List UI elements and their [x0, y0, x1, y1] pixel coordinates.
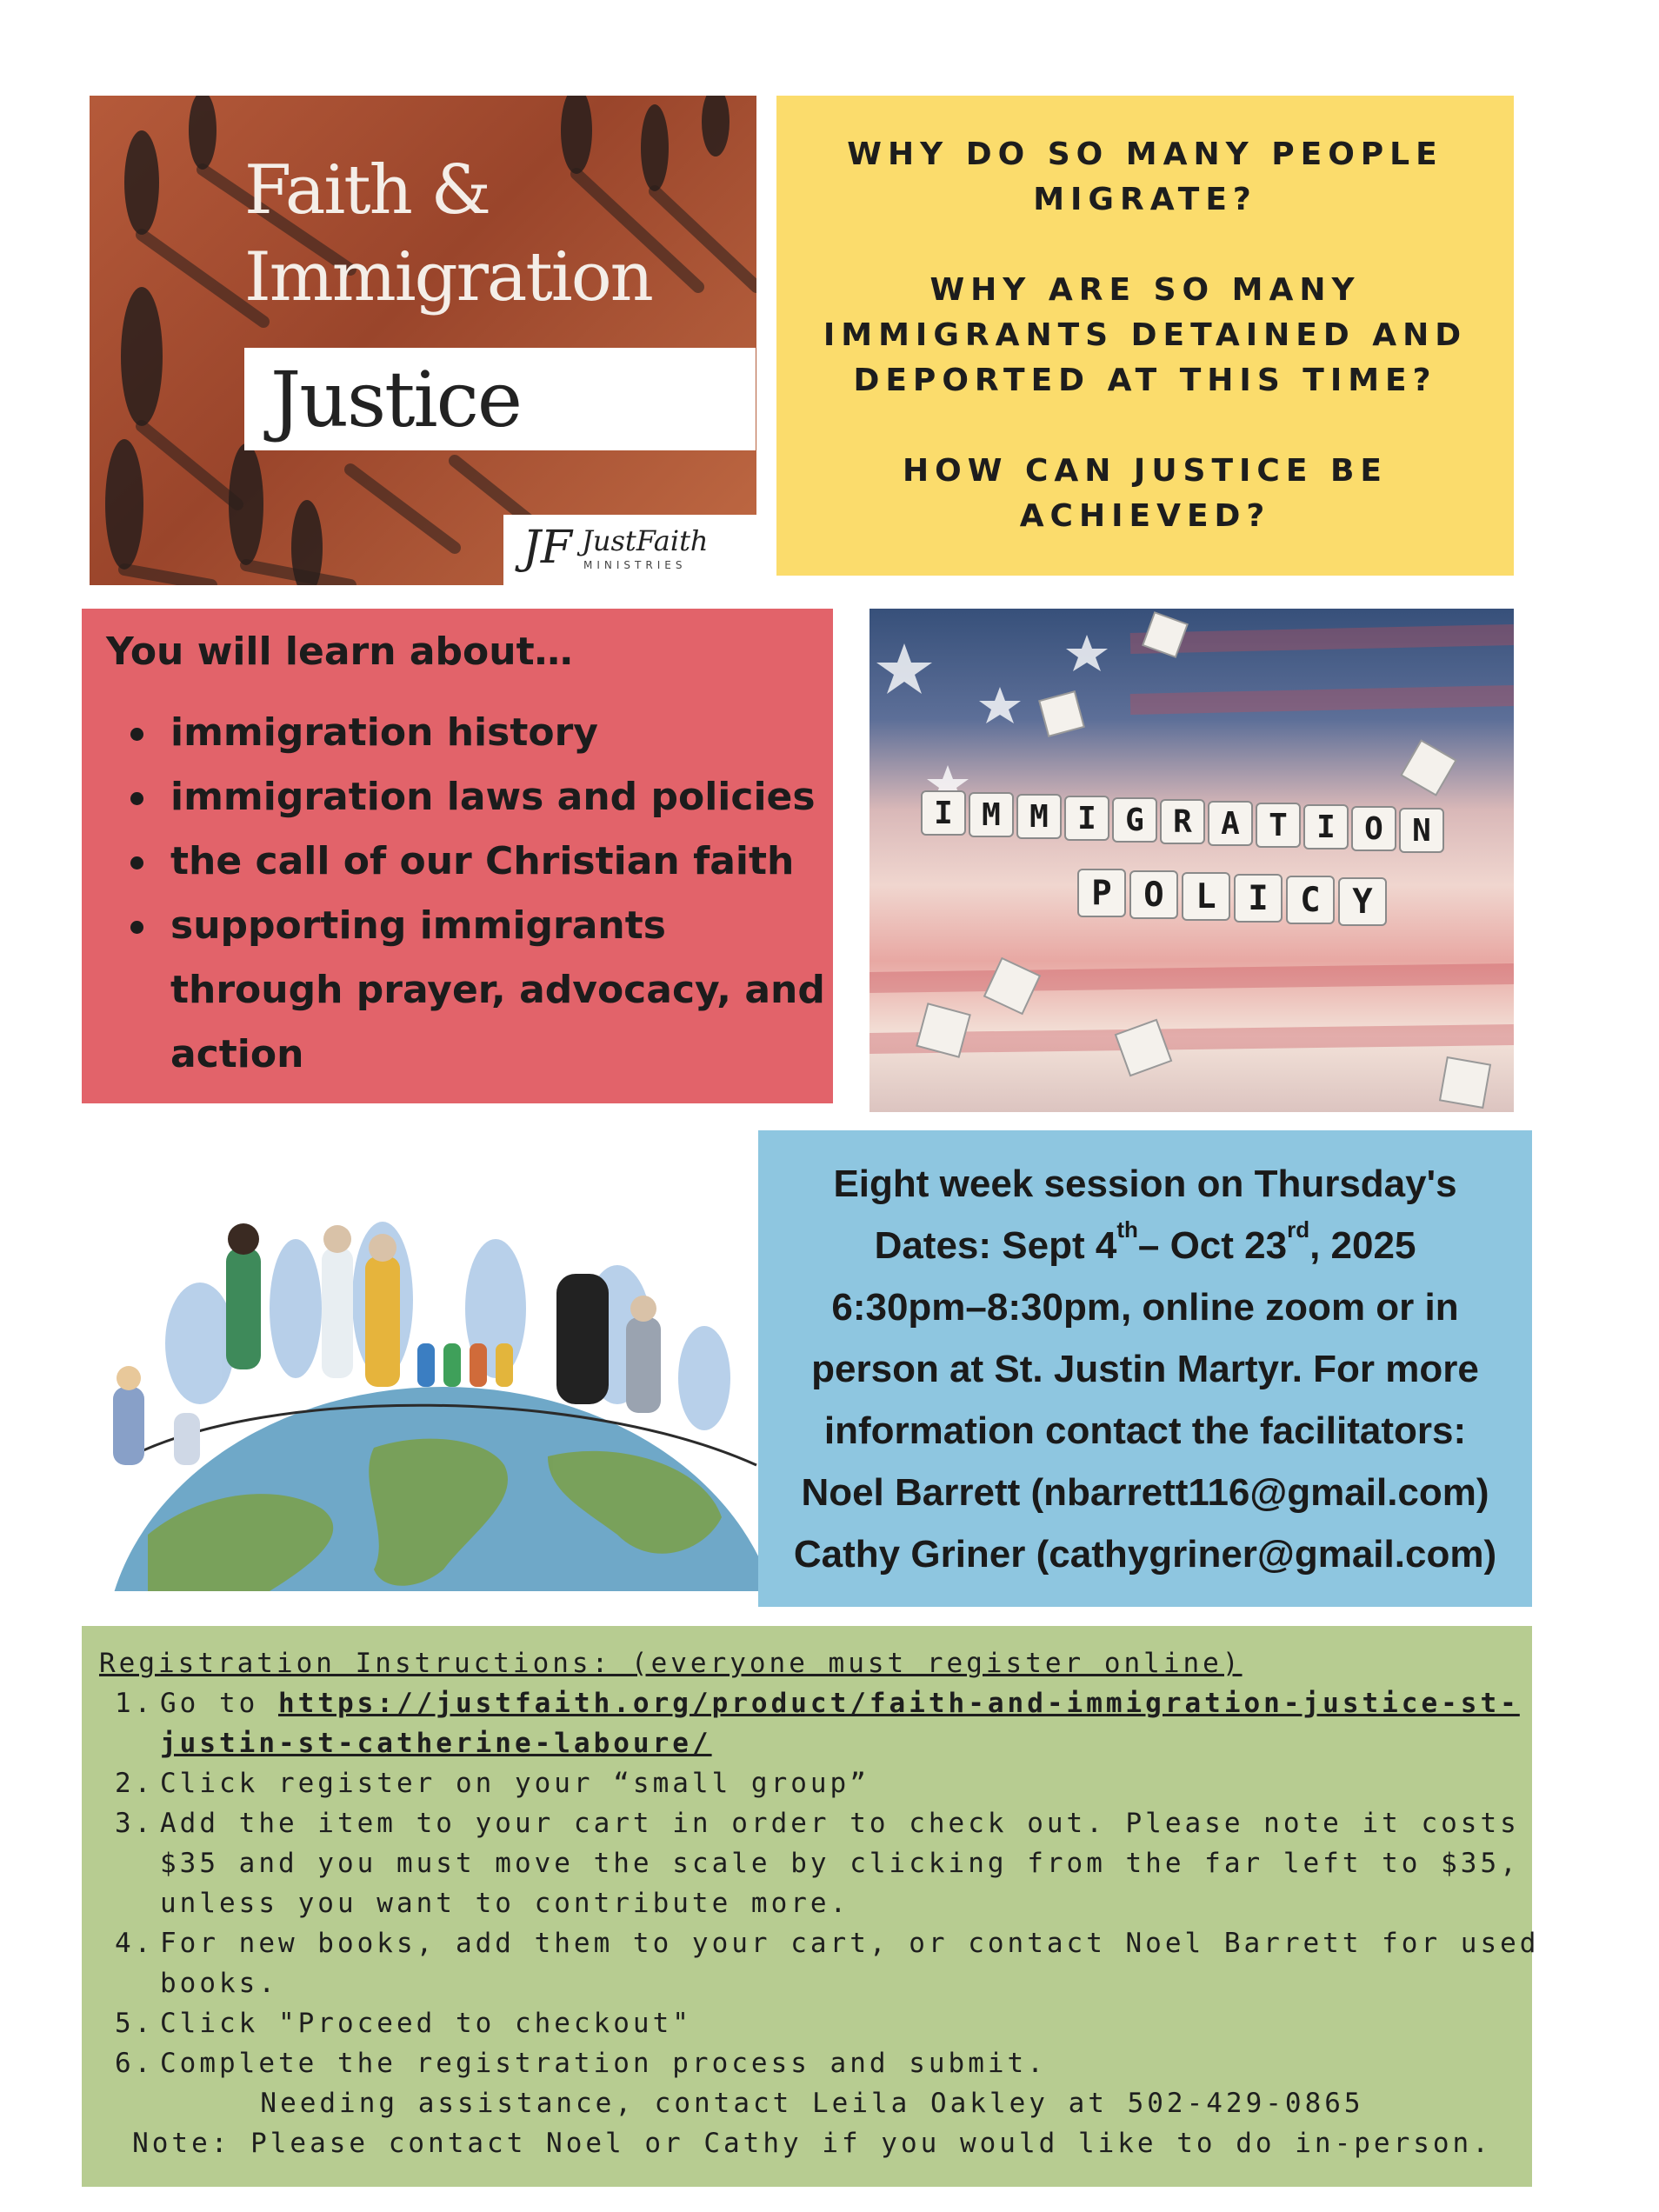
registration-heading: Registration Instructions: (everyone must register online) — [99, 1648, 1243, 1679]
globe-people-illustration — [96, 1204, 758, 1591]
tiles-policy — [1078, 869, 1386, 925]
svg-text:G: G — [1125, 803, 1144, 838]
letter-tile — [922, 791, 965, 835]
letter-tile — [1183, 873, 1229, 920]
question-justice: HOW CAN JUSTICE BE ACHIEVED? — [903, 453, 1388, 534]
session-dates: Dates: Sept 4th– Oct 23rd, 2025 — [874, 1216, 1416, 1267]
svg-text:Y: Y — [1352, 882, 1373, 922]
svg-text:L: L — [1196, 876, 1216, 916]
in-person-note: Note: Please contact Noel or Cathy if you would like to do in-person. — [132, 2128, 1492, 2159]
cover-title-line2: Immigration — [244, 238, 652, 316]
facilitator-cathy: Cathy Griner (cathygriner@gmail.com) — [793, 1532, 1497, 1576]
svg-text:I: I — [1077, 801, 1096, 836]
letter-tile — [1352, 807, 1396, 850]
learn-about-box — [82, 609, 833, 1103]
letter-tile — [1304, 805, 1348, 849]
letter-tile — [1065, 796, 1109, 840]
learn-item — [106, 701, 849, 765]
learn-item-text: immigration laws and policies — [170, 775, 816, 819]
registration-step: 1. Go to https://justfaith.org/product/faith-and-immigration-justice-st-justin-st-catherine-laboure/ — [115, 1688, 1520, 1759]
letter-tile — [1209, 802, 1252, 845]
facilitator-noel: Noel Barrett (nbarrett116@gmail.com) — [801, 1470, 1489, 1514]
letter-tile — [1113, 798, 1156, 842]
book-cover-image — [90, 96, 756, 585]
registration-step: 6. Complete the registration process and submit. — [115, 2048, 1047, 2079]
cover-justice-banner — [244, 348, 756, 450]
svg-text:O: O — [1364, 811, 1383, 847]
svg-text:M: M — [982, 797, 1001, 833]
letter-tile — [1339, 878, 1386, 925]
letter-tile — [1287, 876, 1334, 923]
globe-graphic — [96, 1204, 758, 1591]
svg-text:I: I — [934, 796, 953, 831]
svg-text:O: O — [1143, 875, 1164, 915]
tiles-immigration — [922, 791, 1443, 852]
svg-text:C: C — [1300, 880, 1321, 920]
svg-text:I: I — [1248, 878, 1269, 918]
cover-title-line3: Justice — [270, 355, 521, 444]
learn-item-text: immigration history — [170, 710, 598, 755]
learn-title: You will learn about… — [106, 630, 573, 674]
justfaith-logo-sub: MINISTRIES — [583, 559, 687, 571]
session-contact-intro: information contact the facilitators: — [823, 1409, 1467, 1452]
registration-step: 4. For new books, add them to your cart, or contact Noel Barrett for used books. — [115, 1928, 1540, 1999]
letter-tile — [969, 793, 1013, 836]
bullet-icon — [130, 792, 143, 805]
question-detained: WHY ARE SO MANY IMMIGRANTS DETAINED AND DEPORTED AT THIS TIME? — [823, 272, 1468, 398]
registration-link[interactable]: https://justfaith.org/product/faith-and-immigration-justice-st-justin-st-catherine-laboure/ — [160, 1688, 1520, 1759]
session-location: person at St. Justin Martyr. For more — [811, 1347, 1479, 1390]
letter-tile — [1161, 800, 1204, 843]
svg-text:I: I — [1316, 810, 1336, 845]
learn-list — [106, 701, 833, 1087]
questions-box — [776, 96, 1514, 576]
svg-text:A: A — [1221, 806, 1240, 842]
registration-box — [82, 1626, 1540, 2187]
justfaith-logo-name: JustFaith — [582, 524, 709, 557]
svg-text:N: N — [1412, 813, 1431, 849]
learn-item — [106, 830, 849, 894]
justfaith-logo-mark: JF — [523, 522, 572, 574]
letter-tile — [1078, 869, 1125, 916]
session-info-box — [758, 1130, 1532, 1607]
bullet-icon — [130, 921, 143, 934]
learn-item — [106, 765, 849, 830]
session-frequency: Eight week session on Thursday's — [833, 1162, 1457, 1205]
letter-tile — [1130, 871, 1177, 918]
assistance-contact: Needing assistance, contact Leila Oakley at 502-429-0865 — [260, 2088, 1364, 2119]
registration-step: 5. Click "Proceed to checkout" — [115, 2008, 692, 2039]
bullet-icon — [130, 856, 143, 869]
letter-tile — [1256, 803, 1300, 847]
session-time: 6:30pm–8:30pm, online zoom or in — [831, 1285, 1459, 1329]
photo-graphic — [869, 609, 1514, 1112]
question-migrate: WHY DO SO MANY PEOPLE MIGRATE? — [847, 137, 1443, 217]
immigration-policy-photo — [869, 609, 1514, 1112]
learn-item — [106, 894, 849, 1087]
learn-item-text: the call of our Christian faith — [170, 839, 795, 883]
letter-tile — [1235, 875, 1282, 922]
cover-title-line1: Faith & — [244, 151, 490, 230]
letter-tile — [1017, 795, 1061, 838]
registration-step: 2. Click register on your “small group” — [115, 1768, 869, 1799]
bullet-icon — [130, 728, 143, 741]
registration-step: 3. Add the item to your cart in order to check out. Please note it costs $35 and you must move the scale by clicking from the far left to $35, unless you want to contribute more. — [115, 1808, 1520, 1919]
justfaith-logo — [503, 515, 756, 585]
svg-text:M: M — [1029, 799, 1049, 835]
svg-text:T: T — [1269, 808, 1288, 843]
learn-item-text: supporting immigrants through prayer, advocacy, and action — [170, 903, 825, 1076]
svg-text:P: P — [1091, 873, 1112, 913]
letter-tile — [1400, 809, 1443, 852]
svg-text:R: R — [1173, 804, 1192, 840]
